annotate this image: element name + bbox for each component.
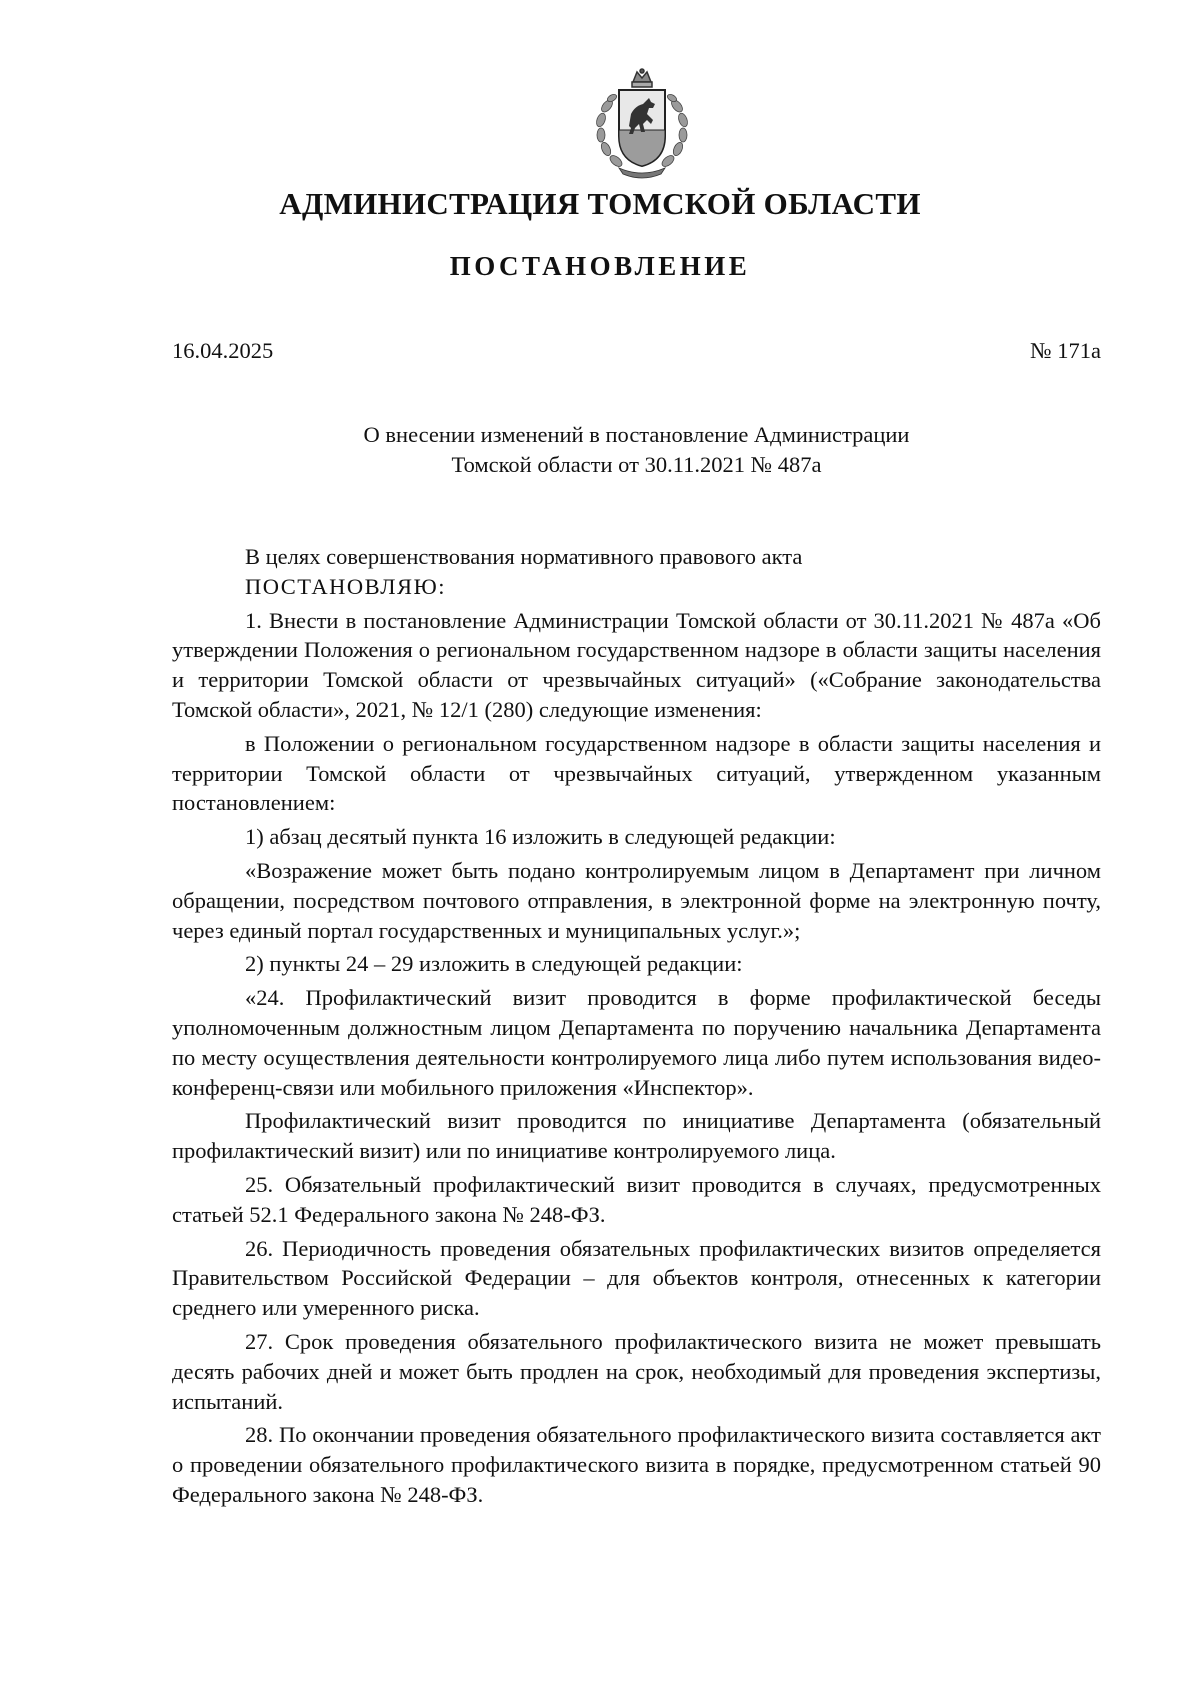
document-date: 16.04.2025 xyxy=(172,338,274,363)
resolve-statement: ПОСТАНОВЛЯЮ: xyxy=(245,573,446,599)
subject-line: О внесении изменений в постановление Администрации xyxy=(363,422,910,447)
body-paragraph: 1. Внести в постановление Администрации Томской области от 30.11.2021 № 487а «Об утверждении Положения о региональном государственном надзоре в области защиты населения и территории Томской области от чрезвычайных ситуаций» («Собрание законодательства Томской области», 2021, № 12/1 (280) следующие изменения: xyxy=(172,607,1101,722)
body-paragraph: Профилактический визит проводится по инициативе Департамента (обязательный профилактический визит) или по инициативе контролируемого лица. xyxy=(172,1108,1101,1164)
document-number: № 171а xyxy=(1030,338,1101,363)
body-paragraph: 2) пункты 24 – 29 изложить в следующей редакции: xyxy=(245,951,743,977)
body-paragraph: 28. По окончании проведения обязательного профилактического визита составляется акт о проведении обязательного профилактического визита в порядке, предусмотренном статьей 90 Федерального закона № 248-ФЗ. xyxy=(172,1422,1101,1507)
preamble-paragraph: В целях совершенствования нормативного правового акта xyxy=(245,544,803,569)
body-paragraph: 27. Срок проведения обязательного профилактического визита не может превышать десять рабочих дней и может быть продлен на срок, необходимый для проведения экспертизы, испытаний. xyxy=(172,1328,1101,1414)
document-type-title: ПОСТАНОВЛЕНИЕ xyxy=(449,251,751,281)
body-paragraph: в Положении о региональном государственном надзоре в области защиты населения и территории Томской области от чрезвычайных ситуаций, утвержденном указанным постановлением: xyxy=(172,730,1101,816)
coat-of-arms-icon xyxy=(589,68,695,180)
document-subject xyxy=(172,420,1101,480)
body-paragraph: 25. Обязательный профилактический визит проводится в случаях, предусмотренных статьей 52.1 Федерального закона № 248-ФЗ. xyxy=(172,1171,1101,1227)
subject-line: Томской области от 30.11.2021 № 487а xyxy=(451,452,822,477)
body-paragraph: 1) абзац десятый пункта 16 изложить в следующей редакции: xyxy=(245,824,836,850)
document-body xyxy=(172,542,1101,1510)
body-paragraph: «24. Профилактический визит проводится в форме профилактической беседы уполномоченным должностным лицом Департамента по поручению начальника Департамента по месту осуществления деятельности контролируемого лица либо путем использования видео-конференц-связи или мобильного приложения «Инспектор». xyxy=(172,985,1101,1100)
body-paragraph: «Возражение может быть подано контролируемым лицом в Департамент при личном обращении, посредством почтового отправления, в электронной форме на электронную почту, через единый портал государственных и муниципальных услуг.»; xyxy=(172,857,1101,943)
body-paragraph: 26. Периодичность проведения обязательных профилактических визитов определяется Правительством Российской Федерации – для объектов контроля, отнесенных к категории среднего или умеренного риска. xyxy=(172,1235,1101,1321)
organization-title: АДМИНИСТРАЦИЯ ТОМСКОЙ ОБЛАСТИ xyxy=(279,186,921,221)
